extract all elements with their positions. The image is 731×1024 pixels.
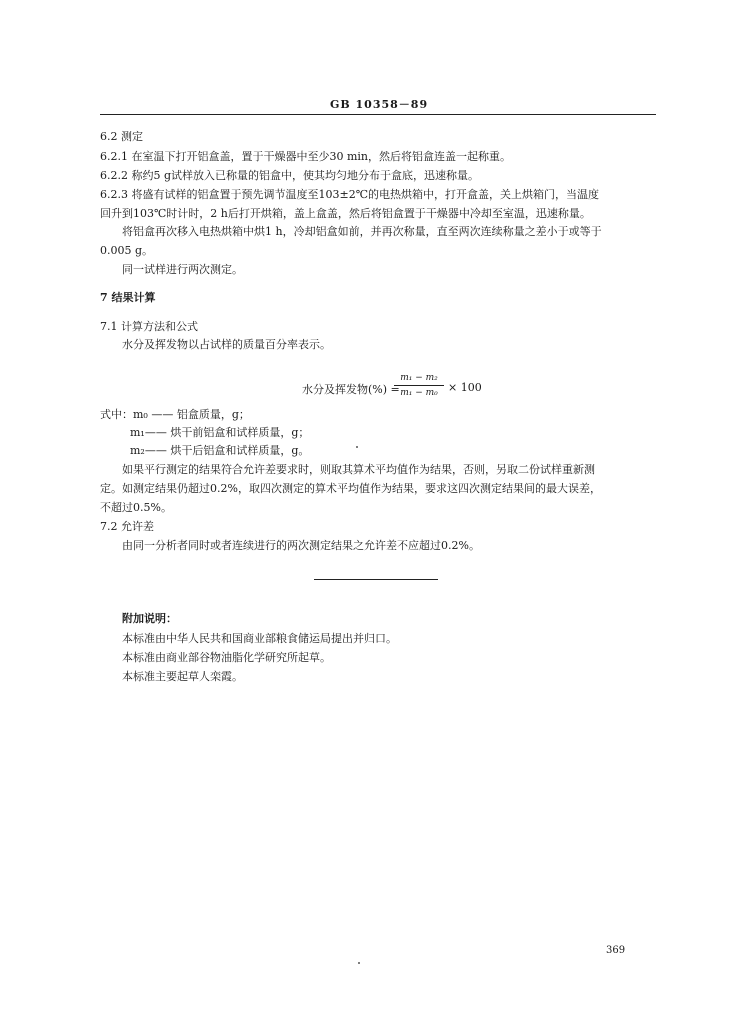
paragraph-repeat-line2: 0.005 g。 — [100, 244, 154, 257]
section-7-title: 7 结果计算 — [100, 291, 156, 304]
appendix-line2: 本标准由商业部谷物油脂化学研究所起草。 — [122, 651, 331, 664]
paragraph-6-2-3-line2: 回升到103℃时计时，2 h后打开烘箱，盖上盒盖，然后将铝盒置于干燥器中冷却至室温，迅速称量。 — [100, 207, 591, 220]
where-m0: 式中：m₀ —— 铝盒质量，g； — [100, 408, 250, 421]
formula-rhs: × 100 — [448, 381, 482, 394]
appendix-title: 附加说明： — [122, 612, 177, 625]
appendix-line1: 本标准由中华人民共和国商业部粮食储运局提出并归口。 — [122, 632, 397, 645]
tolerance-text: 由同一分析者同时或者连续进行的两次测定结果之允许差不应超过0.2%。 — [122, 539, 480, 552]
scan-speck — [358, 962, 360, 964]
section-7-1-title: 7.1 计算方法和公式 — [100, 320, 198, 333]
result-paragraph-line1: 如果平行测定的结果符合允许差要求时，则取其算术平均值作为结果，否则，另取二份试样重新测 — [122, 463, 595, 476]
paragraph-repeat-line1: 将铝盒再次移入电热烘箱中烘1 h，冷却铝盒如前，并再次称量，直至两次连续称量之差小于或等于 — [122, 225, 602, 238]
end-divider — [314, 579, 438, 580]
header-rule — [100, 114, 656, 115]
formula-lhs: 水分及挥发物(%) = — [302, 383, 400, 396]
standard-header: GB 10358－89 — [330, 98, 429, 111]
section-6-2-title: 6.2 测定 — [100, 130, 143, 143]
scan-speck — [356, 446, 358, 448]
formula-denominator: m₁ − m₀ — [400, 388, 438, 398]
section-7-2-title: 7.2 允许差 — [100, 520, 154, 533]
result-paragraph-line2: 定。如测定结果仍超过0.2%，取四次测定的算术平均值作为结果，要求这四次测定结果间的最大误差， — [100, 482, 601, 495]
result-paragraph-line3: 不超过0.5%。 — [100, 501, 172, 514]
fraction-bar — [394, 385, 444, 386]
formula-fraction — [394, 372, 444, 399]
where-m2: m₂—— 烘干后铝盒和试样质量，g。 — [130, 444, 310, 457]
paragraph-duplicate: 同一试样进行两次测定。 — [122, 263, 243, 276]
paragraph-6-2-1: 6.2.1 在室温下打开铝盒盖，置于干燥器中至少30 min，然后将铝盒连盖一起称重。 — [100, 150, 512, 163]
appendix-line3: 本标准主要起草人栾霞。 — [122, 670, 243, 683]
formula-intro: 水分及挥发物以占试样的质量百分率表示。 — [122, 338, 331, 351]
paragraph-6-2-2: 6.2.2 称约5 g试样放入已称量的铝盒中，使其均匀地分布于盒底，迅速称量。 — [100, 169, 480, 182]
where-m1: m₁—— 烘干前铝盒和试样质量，g； — [130, 426, 310, 439]
page-number: 369 — [606, 945, 626, 956]
paragraph-6-2-3-line1: 6.2.3 将盛有试样的铝盒置于预先调节温度至103±2℃的电热烘箱中，打开盒盖，关上烘箱门，当温度 — [100, 188, 599, 201]
formula-numerator: m₁ − m₂ — [400, 373, 438, 383]
